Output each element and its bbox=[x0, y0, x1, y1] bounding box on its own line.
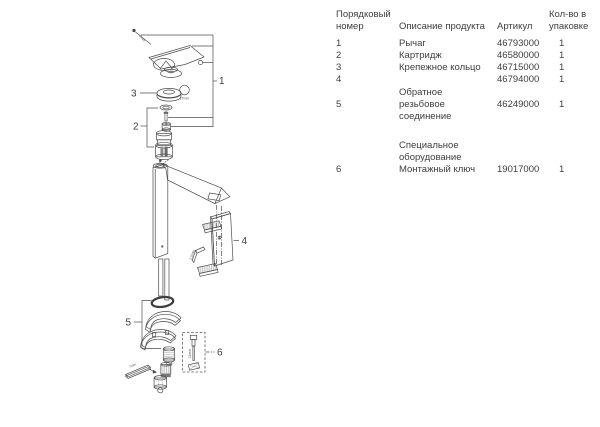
part-label-4: 4 bbox=[241, 236, 248, 247]
parts-table bbox=[336, 9, 596, 177]
cell-number: 5 bbox=[336, 99, 342, 111]
bracket-part-1 bbox=[141, 35, 225, 127]
mounting-set bbox=[126, 301, 182, 366]
header-description: Описание продукта bbox=[399, 21, 485, 33]
cell-quantity: 1 bbox=[559, 99, 565, 111]
mounting-key-dimension: 13mm bbox=[188, 349, 192, 359]
cell-quantity: 1 bbox=[559, 37, 565, 49]
table-header bbox=[336, 9, 596, 34]
cartridge-assembly bbox=[156, 105, 173, 165]
cell-article: 46794000 bbox=[497, 74, 540, 86]
cell-number: 3 bbox=[336, 62, 342, 74]
cell-article: 46249000 bbox=[497, 99, 540, 111]
cell-article bbox=[497, 140, 549, 165]
fixing-ring bbox=[131, 85, 189, 101]
supply-tubes bbox=[159, 259, 169, 300]
cell-quantity bbox=[549, 140, 596, 165]
cell-number: 4 bbox=[336, 74, 342, 86]
cell-quantity: 1 bbox=[559, 62, 565, 74]
cell-description: Обратное резьбовое соединение bbox=[399, 86, 452, 123]
cell-description: Специальное оборудование bbox=[399, 139, 462, 163]
cell-article: 46793000 bbox=[497, 37, 540, 49]
o-ring bbox=[151, 296, 174, 309]
part-label-1: 1 bbox=[219, 76, 225, 87]
table-row bbox=[336, 87, 596, 124]
cell-article: 46580000 bbox=[497, 49, 540, 61]
cell-description: Крепежное кольцо bbox=[399, 62, 481, 74]
part-label-2: 2 bbox=[133, 121, 139, 133]
cell-quantity: 1 bbox=[559, 164, 565, 176]
cell-description: Рычаг bbox=[399, 37, 426, 49]
hex-key-and-valve bbox=[126, 362, 171, 393]
cell-description: Монтажный ключ bbox=[399, 164, 476, 176]
cell-quantity: 1 bbox=[559, 49, 565, 61]
table-row bbox=[336, 62, 596, 74]
part-label-5: 5 bbox=[125, 317, 132, 329]
cell-number: 6 bbox=[336, 164, 342, 176]
cell-description bbox=[399, 74, 497, 86]
header-quantity: Кол-во в упаковке bbox=[549, 9, 589, 33]
table-section-row bbox=[336, 140, 596, 165]
handle-screw-dimension: 3mm bbox=[138, 34, 147, 43]
cap-size-circle bbox=[180, 85, 190, 95]
table-row bbox=[336, 50, 596, 62]
cell-number bbox=[336, 140, 399, 165]
cell-article: 19017000 bbox=[497, 164, 540, 176]
bracket-part-2 bbox=[133, 108, 158, 147]
cell-article: 46715000 bbox=[497, 62, 540, 74]
hex-key-dimension: 7mm bbox=[128, 362, 137, 369]
part-label-6: 6 bbox=[217, 347, 223, 359]
cell-description: Картридж bbox=[399, 49, 442, 61]
cell-quantity: 1 bbox=[559, 74, 565, 86]
cap-size-dimension: 27mm bbox=[179, 96, 190, 101]
aerator-group bbox=[189, 205, 248, 276]
part-label-3: 3 bbox=[131, 88, 137, 100]
header-article: Артикул bbox=[497, 21, 533, 33]
tool-box bbox=[183, 333, 224, 373]
table-row bbox=[336, 38, 596, 50]
cell-number: 2 bbox=[336, 49, 342, 61]
cell-number: 1 bbox=[336, 37, 342, 49]
header-number: Порядковый номер bbox=[336, 9, 391, 33]
table-row bbox=[336, 74, 596, 86]
table-row bbox=[336, 164, 596, 176]
faucet-body bbox=[153, 163, 230, 261]
aerator-key-dimension: 2,5mm bbox=[188, 249, 196, 261]
